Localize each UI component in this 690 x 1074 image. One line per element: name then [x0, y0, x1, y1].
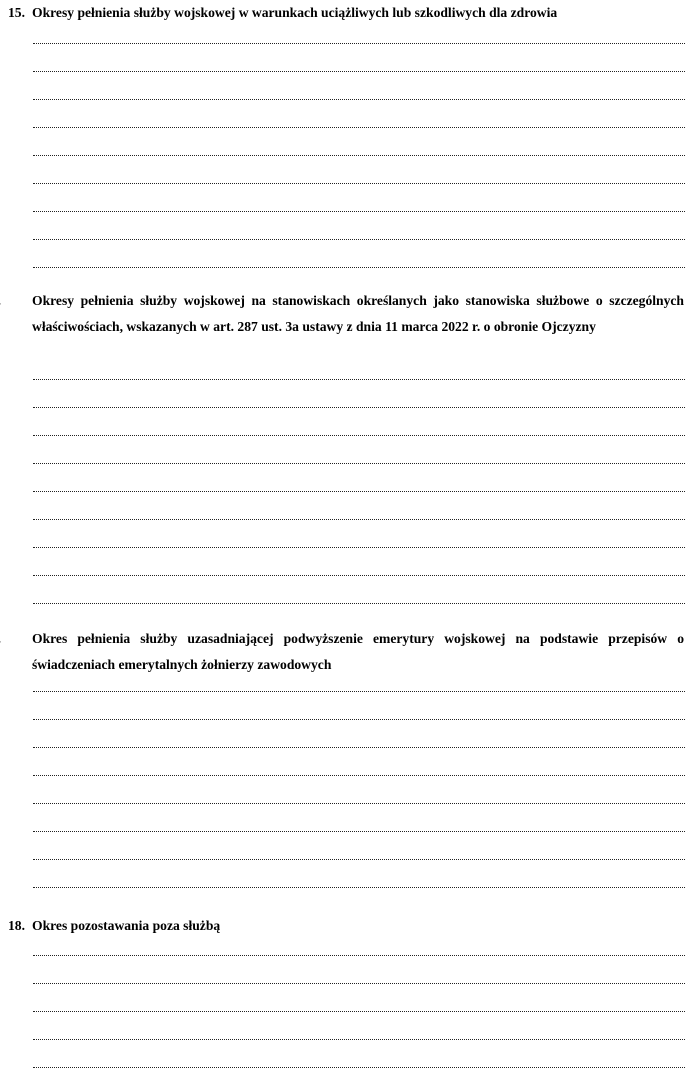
dotted-answer-line[interactable]	[33, 100, 685, 128]
dotted-answer-line[interactable]	[33, 44, 685, 72]
answer-lines[interactable]	[33, 16, 685, 268]
section-number	[8, 288, 32, 314]
dotted-answer-line[interactable]	[33, 380, 685, 408]
dotted-answer-line[interactable]	[33, 184, 685, 212]
dotted-answer-line[interactable]	[33, 692, 685, 720]
dotted-answer-line[interactable]	[33, 1040, 685, 1068]
answer-lines[interactable]	[33, 352, 685, 604]
dotted-answer-line[interactable]	[33, 408, 685, 436]
dotted-answer-line[interactable]	[33, 16, 685, 44]
section-title: Okresy pełnienia służby wojskowej w warunkach uciążliwych lub szkodliwych dla zdrowia	[32, 5, 558, 20]
section-title: Okres pozostawania poza służbą	[32, 918, 221, 933]
dotted-answer-line[interactable]	[33, 156, 685, 184]
dotted-answer-line[interactable]	[33, 240, 685, 268]
section-number: 15.	[8, 5, 25, 20]
dotted-answer-line[interactable]	[33, 956, 685, 984]
section-title: Okresy pełnienia służby wojskowej na stanowiskach określanych jako stanowiska służbowe o szczególnych właściwościach, wskazanych w art. 287 ust. 3a ustawy z dnia 11 marca 2022 r. o obronie Ojczyzny	[32, 293, 684, 334]
answer-lines[interactable]	[33, 664, 685, 888]
dotted-answer-line[interactable]	[33, 72, 685, 100]
dotted-answer-line[interactable]	[33, 520, 685, 548]
dotted-answer-line[interactable]	[33, 212, 685, 240]
dotted-answer-line[interactable]	[33, 832, 685, 860]
answer-lines[interactable]	[33, 928, 685, 1068]
dotted-answer-line[interactable]	[33, 464, 685, 492]
dotted-answer-line[interactable]	[33, 984, 685, 1012]
dotted-answer-line[interactable]	[33, 492, 685, 520]
dotted-answer-line[interactable]	[33, 352, 685, 380]
dotted-answer-line[interactable]	[33, 928, 685, 956]
dotted-answer-line[interactable]	[33, 776, 685, 804]
dotted-answer-line[interactable]	[33, 128, 685, 156]
dotted-answer-line[interactable]	[33, 804, 685, 832]
section-heading	[8, 288, 684, 340]
section-title: Okres pełnienia służby uzasadniającej podwyższenie emerytury wojskowej na podstawie przepisów o świadczeniach emerytalnych żołnierzy zawodowych	[32, 631, 684, 672]
section-number	[8, 626, 32, 652]
dotted-answer-line[interactable]	[33, 1012, 685, 1040]
dotted-answer-line[interactable]	[33, 720, 685, 748]
dotted-answer-line[interactable]	[33, 664, 685, 692]
section-number: 18.	[8, 918, 25, 933]
dotted-answer-line[interactable]	[33, 576, 685, 604]
dotted-answer-line[interactable]	[33, 436, 685, 464]
dotted-answer-line[interactable]	[33, 860, 685, 888]
dotted-answer-line[interactable]	[33, 548, 685, 576]
dotted-answer-line[interactable]	[33, 748, 685, 776]
